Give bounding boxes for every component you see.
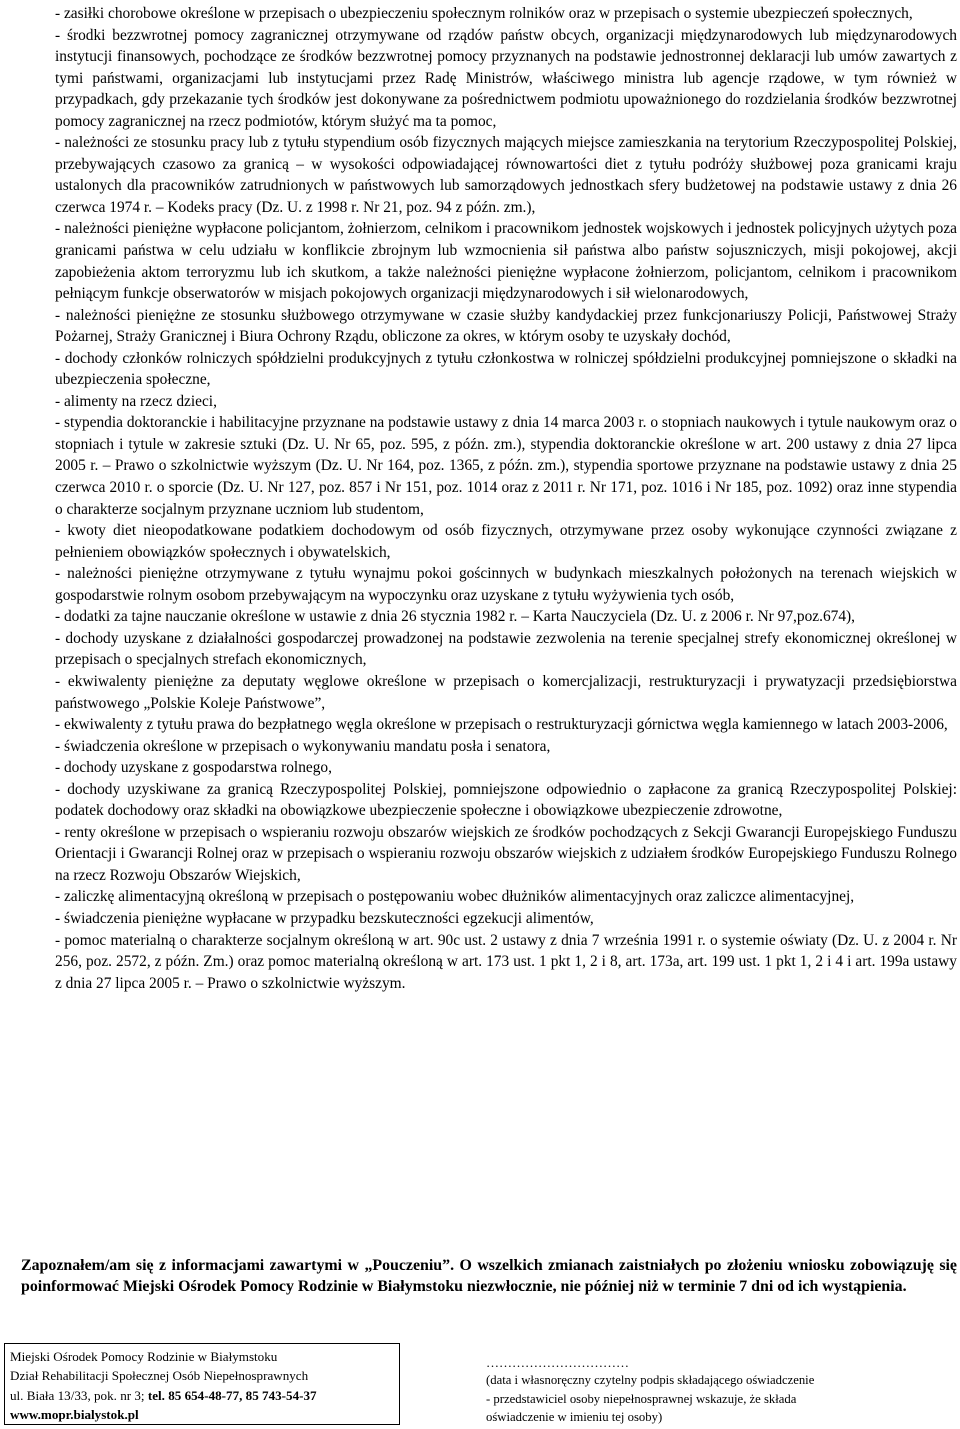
list-item: - renty określone w przepisach o wspieraniu rozwoju obszarów wiejskich ze środków pochodzących z Sekcji Gwarancji Europejskiego Funduszu Orientacji i Gwarancji Rolnej oraz w przepisach o wspieraniu rozwoju obszarów wiejskich z udziałem środków Europejskiego Funduszu Rolnego na rzecz Rozwoju Obszarów Wiejskich, (55, 823, 957, 884)
signature-caption-3: oświadczenie w imieniu tej osoby) (486, 1410, 663, 1424)
signature-line: …………………………… (486, 1355, 629, 1370)
list-item: - alimenty na rzecz dzieci, (55, 392, 217, 410)
list-item: - dochody uzyskiwane za granicą Rzeczypospolitej Polskiej, pomniejszone odpowiednio o zapłacone za granicą Rzeczypospolitej Polskiej: podatek dochodowy oraz składki na obowiązkowe ubezpieczenie społeczne i obowiązkowe ubezpieczenie zdrowotne, (55, 780, 957, 820)
list-item: - dochody uzyskane z gospodarstwa rolnego, (55, 759, 332, 777)
phone-numbers: tel. 85 654-48-77, 85 743-54-37 (147, 1387, 317, 1403)
address: ul. Biała 13/33, pok. nr 3; (10, 1387, 148, 1403)
list-item: - dodatki za tajne nauczanie określone w ustawie z dnia 26 stycznia 1982 r. – Karta Nauczyciela (Dz. U. z 2006 r. Nr 97,poz.674), (55, 608, 856, 626)
list-item: - świadczenia pieniężne wypłacane w przypadku bezskuteczności egzekucji alimentów, (55, 909, 594, 927)
list-item: - ekwiwalenty z tytułu prawa do bezpłatnego węgla określone w przepisach o restrukturyzacji górnictwa węgla kamiennego w latach 2003-2006, (55, 716, 948, 734)
website-link[interactable]: www.mopr.bialystok.pl (10, 1407, 139, 1423)
office-contact-box (4, 1343, 400, 1425)
list-item: - zasiłki chorobowe określone w przepisach o ubezpieczeniu społecznym rolników oraz w przepisach o systemie ubezpieczeń społecznych, (55, 5, 913, 22)
signature-caption-1: (data i własnoręczny czytelny podpis składającego oświadczenie (486, 1373, 815, 1387)
list-item: - należności pieniężne otrzymywane z tytułu wynajmu pokoi gościnnych w budynkach mieszkalnych położonych na terenach wiejskich w gospodarstwie rolnym osobom przebywającym na wypoczynku oraz uzyskane z tytułu wyżywienia tych osób, (55, 565, 957, 604)
list-item: - dochody uzyskane z działalności gospodarczej prowadzonej na podstawie zezwolenia na terenie specjalnej strefy ekonomicznej określonej w przepisach o specjalnych strefach ekonomicznych, (55, 629, 957, 669)
list-item: - dochody członków rolniczych spółdzielni produkcyjnych z tytułu członkostwa w rolniczej spółdzielni produkcyjnej pomniejszone o składki na ubezpieczenia społeczne, (55, 349, 957, 389)
list-item: - należności pieniężne ze stosunku służbowego otrzymywane w czasie służby kandydackiej przez funkcjonariuszy Policji, Państwowej Straży Pożarnej, Straży Granicznej i Biura Ochrony Rządu, obliczone za okres, w którym osoby te uzyskały dochód, (55, 306, 957, 346)
acknowledgement-notice: Zapoznałem/am się z informacjami zawartymi w „Pouczeniu”. O wszelkich zmianach zaistniałych po złożeniu wniosku zobowiązuję się poinformować Miejski Ośrodek Pomocy Rodzinie w Białymstoku niezwłocznie, nie później niż w terminie 7 dni od ich wystąpienia. (21, 1257, 957, 1295)
signature-caption-2: - przedstawiciel osoby niepełnosprawnej wskazuje, że składa (486, 1391, 797, 1406)
list-item: - ekwiwalenty pieniężne za deputaty węglowe określone w przepisach o komercjalizacji, restrukturyzacji i prywatyzacji przedsiębiorstwa państwowego „Polskie Koleje Państwowe”, (55, 672, 957, 712)
list-item: - należności pieniężne wypłacone policjantom, żołnierzom, celnikom i pracownikom jednostek wojskowych i jednostek policyjnych użytych poza granicami państwa w celu udziału w konflikcie zbrojnym lub wzmocnienia sił państwa albo państw sojuszniczych, misji pokojowej, akcji zapobieżenia aktom terroryzmu lub ich skutkom, a także należności pieniężne wypłacone żołnierzom, policjantom, celnikom i pracownikom pełniącym funkcje obserwatorów w misjach pokojowych organizacji międzynarodowych i sił wielonarodowych, (55, 220, 957, 303)
list-item: - kwoty diet nieopodatkowane podatkiem dochodowym od osób fizycznych, otrzymywane przez osoby wykonujące czynności związane z pełnieniem obowiązków społecznych i obywatelskich, (55, 522, 957, 561)
list-item: - należności ze stosunku pracy lub z tytułu stypendium osób fizycznych mających miejsce zamieszkania na terytorium Rzeczypospolitej Polskiej, przebywających czasowo za granicą – w wysokości odpowiadającej równowartości diet z tytułu podróży służbowej poza granicami kraju ustalonych dla pracowników zatrudnionych w państwowych lub samorządowych jednostkach sfery budżetowej na podstawie ustawy z dnia 26 czerwca 1974 r. – Kodeks pracy (Dz. U. z 1998 r. Nr 21, poz. 94 z późn. zm.), (55, 134, 957, 216)
address-line (10, 1386, 395, 1405)
list-item: - pomoc materialną o charakterze socjalnym określoną w art. 90c ust. 2 ustawy z dnia 7 września 1991 r. o systemie oświaty (Dz. U. z 2004 r. Nr 256, poz. 2572, z późn. Zm.) oraz pomoc materialną określoną w art. 173 ust. 1 pkt 1, 2 i 8, art. 173a, art. 199 ust. 1 pkt 1, 2 i 4 i art. 199a ustawy z dnia 27 lipca 2005 r. – Prawo o szkolnictwie wyższym. (55, 931, 957, 992)
income-exclusions-list (55, 3, 957, 994)
list-item: - zaliczkę alimentacyjną określoną w przepisach o postępowaniu wobec dłużników alimentacyjnych oraz zaliczce alimentacyjnej, (55, 888, 855, 906)
signature-block (486, 1355, 960, 1427)
list-item: - świadczenia określone w przepisach o wykonywaniu mandatu posła i senatora, (55, 737, 551, 755)
list-item: - stypendia doktoranckie i habilitacyjne przyznane na podstawie ustawy z dnia 14 marca 2003 r. o stopniach naukowych i tytule naukowym oraz o stopniach i tytule w zakresie sztuki (Dz. U. Nr 65, poz. 595, z późn. zm.), stypendia doktoranckie określone w art. 200 ustawy z dnia 27 lipca 2005 r. – Prawo o szkolnictwie wyższym (Dz. U. Nr 164, poz. 1365, z późn. zm.), stypendia sportowe przyznane na podstawie ustawy z dnia 25 czerwca 2010 r. o sporcie (Dz. U. Nr 127, poz. 857 i Nr 151, poz. 1014 oraz z 2011 r. Nr 171, poz. 1016 i Nr 185, poz. 1092) oraz inne stypendia o charakterze socjalnym przyznane uczniom lub studentom, (55, 414, 957, 518)
list-item: - środki bezzwrotnej pomocy zagranicznej otrzymywane od rządów państw obcych, organizacji międzynarodowych lub międzynarodowych instytucji finansowych, pochodzące ze środków bezzwrotnej pomocy przyznanych na podstawie jednostronnej deklaracji lub umów zawartych z tymi państwami, organizacjami lub instytucjami przez Radę Ministrów, właściwego ministra lub agencje rządowe, w tym również w przypadkach, gdy przekazanie tych środków jest dokonywane za pośrednictwem podmiotu upoważnionego do rozdzielania środków bezzwrotnej pomocy zagranicznej na rzecz podmiotów, którym służyć ma ta pomoc, (55, 26, 957, 130)
office-name: Miejski Ośrodek Pomocy Rodzinie w Białymstoku (10, 1349, 278, 1364)
department-name: Dział Rehabilitacji Społecznej Osób Niepełnosprawnych (10, 1368, 309, 1384)
